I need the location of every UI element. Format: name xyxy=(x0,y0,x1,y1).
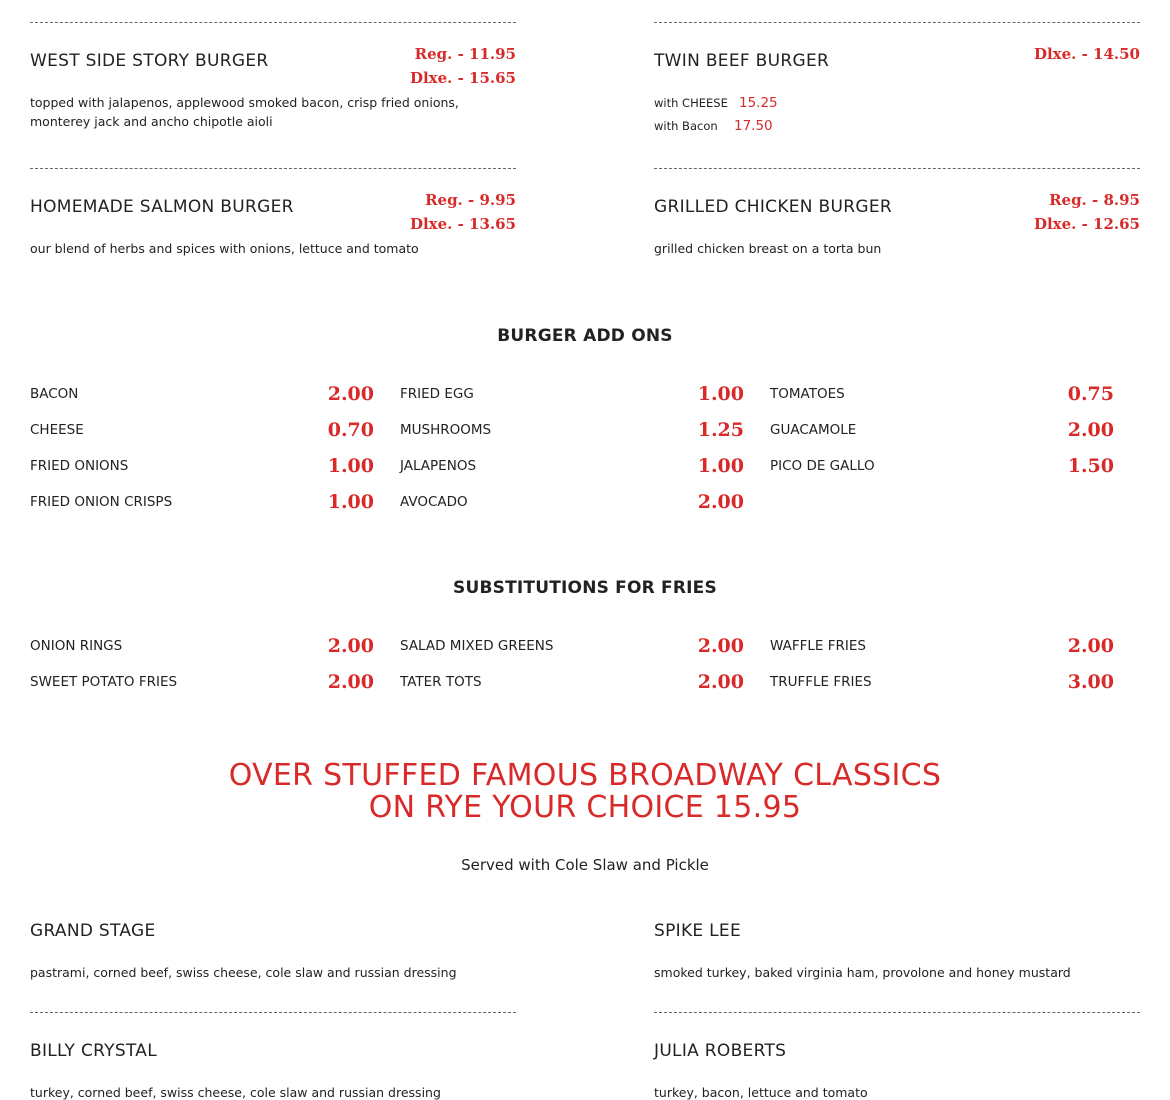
addon-name: PICO DE GALLO xyxy=(770,458,875,474)
addon-price: 2.00 xyxy=(327,383,374,405)
deluxe-price: Dlxe. - 12.65 xyxy=(1033,215,1140,233)
addon-name: TOMATOES xyxy=(770,386,845,402)
addon-name: AVOCADO xyxy=(400,494,468,510)
addon-price: 1.00 xyxy=(327,455,374,477)
divider xyxy=(30,168,516,169)
addon-price: 1.25 xyxy=(697,419,744,441)
fries-price: 2.00 xyxy=(697,671,744,693)
addon-price: 1.00 xyxy=(697,455,744,477)
fries-name: SALAD MIXED GREENS xyxy=(400,638,554,654)
addon-name: FRIED ONIONS xyxy=(30,458,129,474)
addon-price: 2.00 xyxy=(1067,419,1114,441)
classics-headline-line2: ON RYE YOUR CHOICE 15.95 xyxy=(368,790,802,825)
cheese-option-price: 15.25 xyxy=(739,95,778,111)
addon-name: MUSHROOMS xyxy=(400,422,492,438)
fries-price: 3.00 xyxy=(1067,671,1114,693)
bacon-option-price: 17.50 xyxy=(734,118,773,134)
regular-price: Reg. - 11.95 xyxy=(414,45,516,63)
sandwich-description: turkey, corned beef, swiss cheese, cole slaw and russian dressing xyxy=(30,1085,441,1100)
addon-price: 2.00 xyxy=(697,491,744,513)
regular-price: Reg. - 8.95 xyxy=(1049,191,1140,209)
divider xyxy=(654,1012,1140,1013)
sandwich-name: JULIA ROBERTS xyxy=(654,1041,787,1061)
fries-price: 2.00 xyxy=(327,671,374,693)
fries-title: SUBSTITUTIONS FOR FRIES xyxy=(453,578,717,598)
addon-price: 1.50 xyxy=(1067,455,1114,477)
burger-description: topped with jalapenos, applewood smoked bacon, crisp fried onions, monterey jack and ancho chipotle aioli xyxy=(30,95,459,129)
fries-name: SWEET POTATO FRIES xyxy=(30,674,178,690)
addon-name: FRIED EGG xyxy=(400,386,474,402)
classics-headline-line1: OVER STUFFED FAMOUS BROADWAY CLASSICS xyxy=(228,758,942,793)
sandwich-name: BILLY CRYSTAL xyxy=(30,1041,157,1061)
fries-price: 2.00 xyxy=(697,635,744,657)
burger-name: TWIN BEEF BURGER xyxy=(654,51,830,71)
fries-price: 2.00 xyxy=(327,635,374,657)
sandwich-name: GRAND STAGE xyxy=(30,921,156,941)
sandwich-description: turkey, bacon, lettuce and tomato xyxy=(654,1085,868,1100)
divider xyxy=(654,22,1140,23)
divider xyxy=(30,22,516,23)
fries-name: ONION RINGS xyxy=(30,638,123,654)
addon-price: 1.00 xyxy=(327,491,374,513)
burger-name: HOMEMADE SALMON BURGER xyxy=(30,197,294,217)
sandwich-name: SPIKE LEE xyxy=(654,921,742,941)
cheese-option-label: with CHEESE xyxy=(654,96,728,110)
divider xyxy=(654,168,1140,169)
addon-name: CHEESE xyxy=(30,422,84,438)
addons-title: BURGER ADD ONS xyxy=(497,326,673,346)
fries-name: TRUFFLE FRIES xyxy=(770,674,872,690)
addon-name: GUACAMOLE xyxy=(770,422,857,438)
fries-name: WAFFLE FRIES xyxy=(770,638,866,654)
fries-price: 2.00 xyxy=(1067,635,1114,657)
burger-description: our blend of herbs and spices with onions, lettuce and tomato xyxy=(30,241,419,256)
sandwich-description: smoked turkey, baked virginia ham, provolone and honey mustard xyxy=(654,965,1071,980)
addon-price: 1.00 xyxy=(697,383,744,405)
addon-price: 0.70 xyxy=(327,419,374,441)
addon-price: 0.75 xyxy=(1067,383,1114,405)
addon-name: BACON xyxy=(30,386,79,402)
burger-name: WEST SIDE STORY BURGER xyxy=(30,51,269,71)
deluxe-price: Dlxe. - 13.65 xyxy=(409,215,516,233)
deluxe-price: Dlxe. - 14.50 xyxy=(1033,45,1140,63)
addon-name: FRIED ONION CRISPS xyxy=(30,494,173,510)
sandwich-description: pastrami, corned beef, swiss cheese, cole slaw and russian dressing xyxy=(30,965,457,980)
deluxe-price: Dlxe. - 15.65 xyxy=(409,69,516,87)
fries-name: TATER TOTS xyxy=(400,674,482,690)
regular-price: Reg. - 9.95 xyxy=(425,191,516,209)
divider xyxy=(30,1012,516,1013)
classics-subline: Served with Cole Slaw and Pickle xyxy=(461,856,709,874)
addon-name: JALAPENOS xyxy=(400,458,477,474)
bacon-option-label: with Bacon xyxy=(654,119,718,133)
burger-name: GRILLED CHICKEN BURGER xyxy=(654,197,892,217)
burger-description: grilled chicken breast on a torta bun xyxy=(654,241,882,256)
